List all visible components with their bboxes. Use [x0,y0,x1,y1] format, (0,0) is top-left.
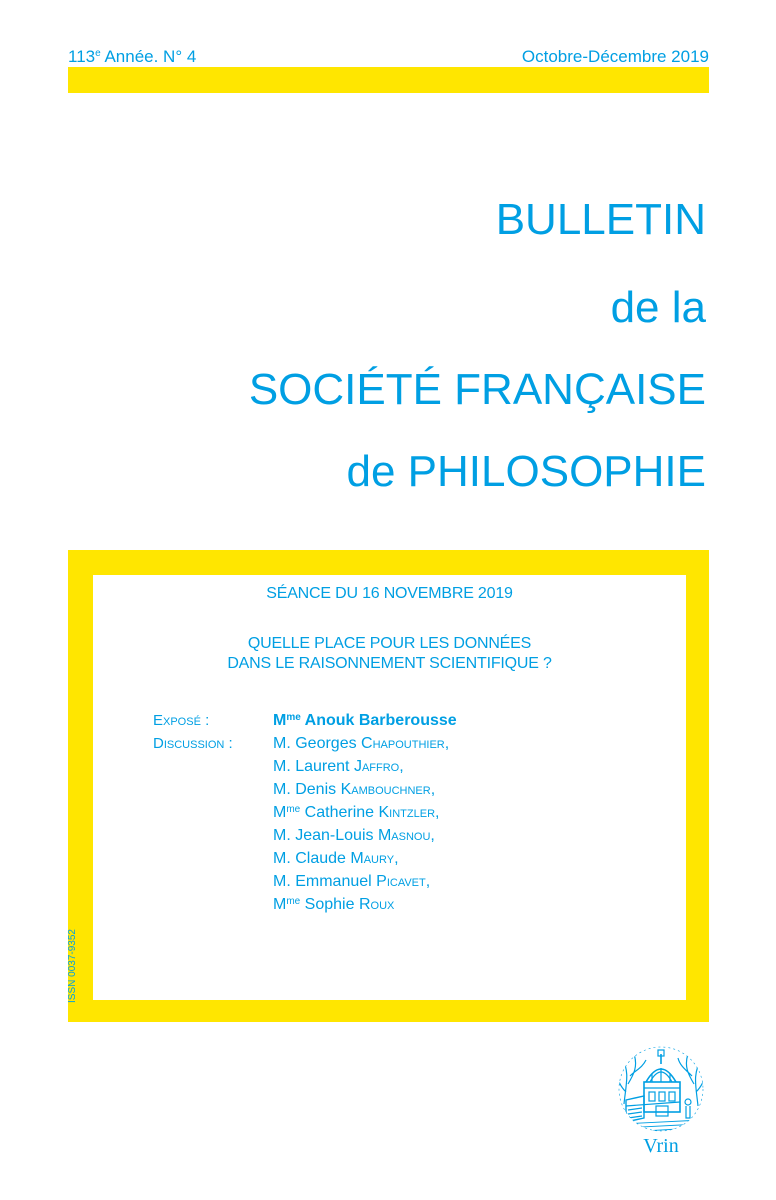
discussant-item [273,847,399,870]
top-yellow-bar [68,67,709,93]
discussant-surname: Kambouchner [340,781,431,798]
discussant-surname: Kintzler [378,804,436,821]
discussant-item [273,778,435,801]
discussant-title: M. [273,758,291,775]
speaker-name [273,709,457,732]
session-date: SÉANCE DU 16 NOVEMBRE 2019 [266,585,513,602]
discussant-item [273,755,404,778]
discussant-item [273,893,394,916]
volume-issue [68,47,196,67]
discussant-title: M. [273,827,291,844]
discussant-title-sup: me [286,896,301,907]
issn-number: ISSN 0037-9352 [67,929,78,1003]
discussant-surname: Picavet [376,873,426,890]
discussant-punct: , [435,804,440,821]
discussant-firstname: Laurent [290,758,354,775]
discussant-item [273,732,449,755]
discussant-surname: Jaffro [353,758,400,775]
discussant-item [273,801,439,824]
title-bulletin: BULLETIN [495,195,706,244]
speaker-title: M [273,712,287,729]
discussant-surname: Roux [358,896,395,913]
session-question [93,634,686,674]
title-de-la: de la [610,283,706,332]
question-line-2: DANS LE RAISONNEMENT SCIENTIFIQUE ? [227,655,552,672]
issue-period: Octobre-Décembre 2019 [521,47,709,66]
volume-ordinal-suffix: e [95,48,101,59]
title-de-philosophie: de PHILOSOPHIE [346,447,706,496]
speaker-fullname: Anouk Barberousse [300,712,457,729]
volume-number: 113 [68,47,96,66]
vrin-bookshop-engraving-icon [616,1044,706,1134]
discussant-item [273,870,430,893]
question-line-1: QUELLE PLACE POUR LES DONNÉES [247,635,532,652]
discussant-title: M [273,804,287,821]
discussant-surname: Masnou [377,827,431,844]
discussant-firstname: Emmanuel [290,873,377,890]
discussant-surname: Chapouthier [361,735,445,752]
title-societe-francaise: SOCIÉTÉ FRANÇAISE [248,365,706,414]
discussion-label: Discussion : [153,735,233,752]
discussant-firstname: Catherine [300,804,379,821]
discussant-title-sup: me [286,804,301,815]
discussant-firstname: Jean-Louis [290,827,378,844]
discussant-surname: Maury [350,850,395,867]
discussant-punct: , [425,873,431,890]
discussant-firstname: Claude [290,850,351,867]
volume-issue-rest: Année. N° 4 [100,47,197,66]
expose-label: Exposé : [153,712,210,729]
discussant-punct: , [430,827,435,844]
discussant-title: M. [273,781,291,798]
discussant-punct: , [399,758,404,775]
speaker-title-sup: me [286,712,301,723]
discussant-title: M [273,896,287,913]
discussant-title: M. [273,850,291,867]
discussant-firstname: Denis [290,781,341,798]
discussant-title: M. [273,735,291,752]
discussant-punct: , [430,781,436,798]
discussant-title: M. [273,873,291,890]
discussant-firstname: Georges [290,735,362,752]
discussant-item [273,824,435,847]
discussant-punct: , [394,850,399,867]
discussant-punct: , [444,735,450,752]
publisher-name: Vrin [643,1135,679,1157]
discussant-firstname: Sophie [300,896,359,913]
